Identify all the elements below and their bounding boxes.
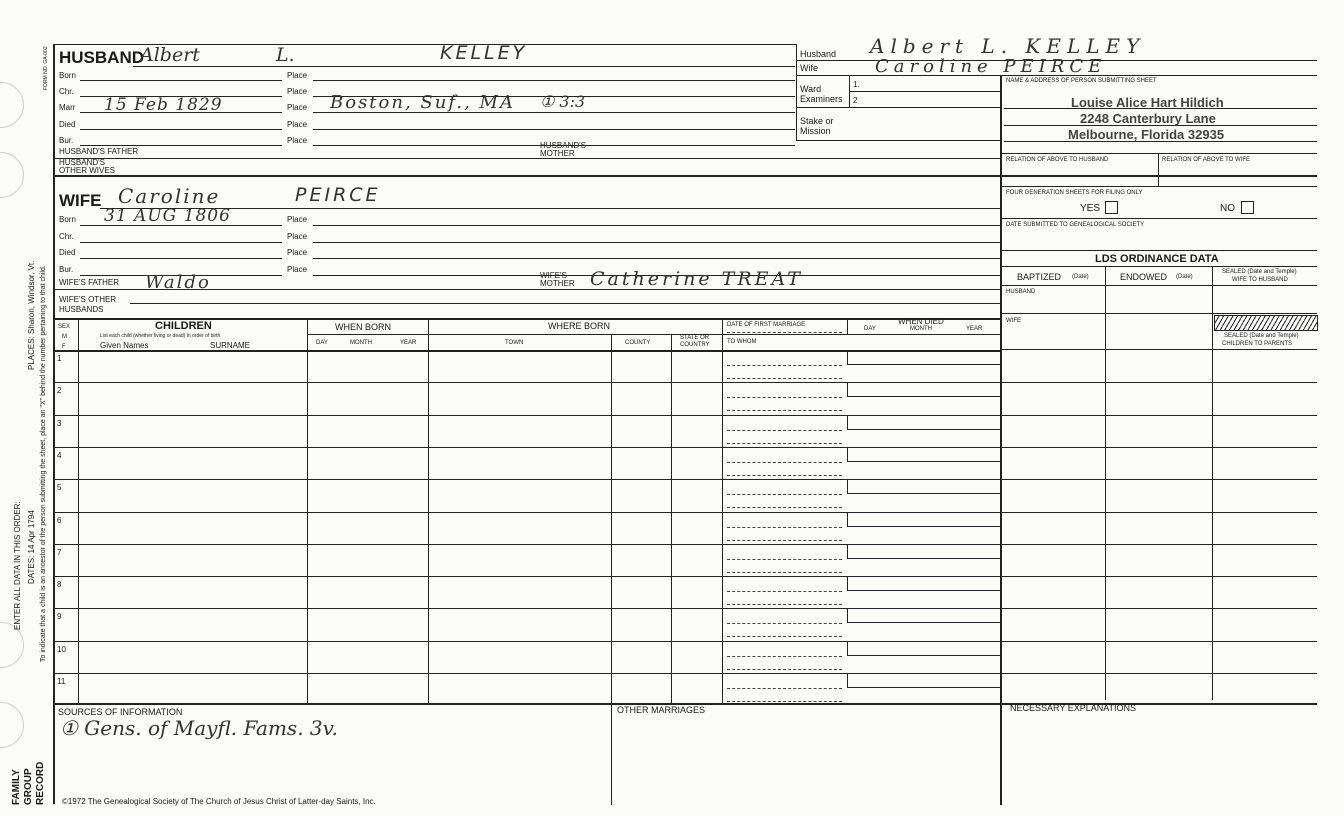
lds-sealed-wife-2: WIFE TO HUSBAND [1232, 277, 1288, 283]
wife-born-date[interactable]: 31 AUG 1806 [104, 206, 231, 226]
husband-marr-date[interactable]: 15 Feb 1829 [104, 95, 223, 115]
children-instructions: List each child (whether living or dead) in order of birth [100, 333, 221, 339]
record-title-2: GROUP [23, 768, 34, 805]
line [53, 289, 1000, 290]
given-names-label: Given Names [100, 341, 149, 350]
date-submitted-label: DATE SUBMITTED TO GENEALOGICAL SOCIETY [1006, 222, 1145, 228]
record-title-3: RECORD [35, 761, 46, 805]
hatched-cell [1214, 315, 1318, 331]
relation-husband-label: RELATION OF ABOVE TO HUSBAND [1006, 157, 1109, 163]
husband-surname[interactable]: KELLEY [440, 42, 528, 64]
husband-died-place-label: Place [287, 120, 308, 129]
marriage-dash [727, 559, 842, 560]
child-row-line [53, 479, 1317, 480]
husband-marr-place-label: Place [287, 103, 308, 112]
when-died-label: WHEN DIED [898, 317, 944, 326]
child-row-line [53, 415, 1317, 416]
sources-label: SOURCES OF INFORMATION [58, 707, 183, 717]
record-title-1: FAMILY [11, 769, 22, 805]
mission-label: Mission [800, 126, 831, 136]
wife-born-place-label: Place [287, 215, 308, 224]
wife-died-label: Died [59, 248, 76, 257]
to-whom-label: TO WHOM [727, 339, 757, 345]
lds-sealed-children-1: SEALED (Date and Temple) [1224, 333, 1299, 339]
dash-line [727, 332, 842, 333]
line [80, 145, 282, 146]
marriage-dash [727, 494, 842, 495]
line [847, 318, 848, 334]
marriage-dash [727, 688, 842, 689]
line [428, 318, 429, 703]
died-bracket [847, 512, 1001, 527]
died-day: DAY [864, 326, 876, 332]
four-gen-label: FOUR GENERATION SHEETS FOR FILING ONLY [1006, 190, 1143, 196]
died-bracket [847, 479, 1001, 494]
line [611, 334, 612, 703]
child-row-line [53, 608, 1317, 609]
wife-father-value[interactable]: Waldo [145, 272, 211, 293]
summary-husband-label: Husband [800, 49, 837, 59]
husband-mother-label-2: MOTHER [540, 149, 575, 158]
child-row-line [53, 382, 1317, 383]
sex-f: F [62, 344, 66, 350]
margin-dates: DATES: 14 Apr 1794 [27, 510, 36, 584]
lds-sealed-wife-1: SEALED (Date and Temple) [1222, 269, 1297, 275]
lds-wife-row: WIFE [1006, 318, 1021, 324]
line [849, 91, 1000, 92]
line [313, 258, 1000, 259]
husband-middle[interactable]: L. [276, 44, 295, 66]
child-row-line [53, 544, 1317, 545]
punch-hole [0, 152, 24, 198]
husband-marr-label: Marr [59, 103, 76, 112]
child-row-number: 4 [57, 451, 62, 460]
child-row-number: 11 [57, 677, 66, 686]
margin-places: PLACES: Sharon, Windsor, Vt. [27, 260, 36, 370]
to-whom-dash [727, 378, 842, 379]
sources-value[interactable]: ① Gens. of Mayfl. Fams. 3v. [60, 716, 338, 740]
line [307, 318, 308, 703]
when-born-label: WHEN BORN [335, 322, 391, 332]
right-panel-border [1000, 75, 1002, 805]
child-row-number: 7 [57, 548, 62, 557]
husband-other-wives-2: OTHER WIVES [59, 166, 116, 175]
line [671, 334, 672, 703]
child-row-number: 3 [57, 419, 62, 428]
husband-name-line [133, 66, 795, 67]
yes-label: YES [1080, 203, 1101, 214]
line [1000, 349, 1317, 350]
examiner-1: 1. [853, 80, 860, 89]
line [80, 80, 282, 81]
line [796, 107, 1000, 108]
died-month: MONTH [910, 326, 932, 332]
line [796, 140, 1000, 141]
line [80, 258, 282, 259]
summary-wife-label: Wife [800, 63, 818, 73]
marriage-dash [727, 430, 842, 431]
line [78, 318, 79, 703]
line [313, 242, 1000, 243]
marriage-dash [727, 462, 842, 463]
marriage-dash [727, 591, 842, 592]
died-bracket [847, 673, 1001, 688]
wife-other-husbands-1: WIFE'S OTHER [59, 295, 117, 304]
to-whom-dash [727, 540, 842, 541]
punch-hole [0, 82, 24, 128]
sex-label: SEX [58, 324, 71, 330]
wife-heading: WIFE [59, 191, 102, 210]
husband-marr-source[interactable]: ① 3:3 [540, 92, 586, 111]
husband-bur-label: Bur. [59, 136, 74, 145]
child-row-line [53, 673, 1317, 674]
submitter-name[interactable]: Louise Alice Hart Hildich [1071, 95, 1224, 110]
line [1000, 266, 1317, 267]
line [80, 242, 282, 243]
wife-bur-place-label: Place [287, 265, 308, 274]
husband-heading: HUSBAND [59, 48, 144, 67]
child-row-number: 2 [57, 386, 62, 395]
necessary-explanations-label: NECESSARY EXPLANATIONS [1010, 703, 1137, 713]
husband-chr-label: Chr. [59, 87, 74, 96]
form-number: FORM NO. GA-002 [43, 46, 49, 90]
born-day: DAY [316, 340, 328, 346]
child-row-line [53, 447, 1317, 448]
husband-born-place-label: Place [287, 71, 308, 80]
lds-baptized-date: (Date) [1072, 274, 1089, 280]
to-whom-dash [727, 443, 842, 444]
line [611, 703, 612, 805]
submitter-label: NAME & ADDRESS OF PERSON SUBMITTING SHEET [1006, 78, 1157, 84]
examiners-label: Examiners [800, 94, 843, 104]
husband-father-label: HUSBAND'S FATHER [59, 147, 139, 156]
child-row-number: 8 [57, 580, 62, 589]
wife-bur-label: Bur. [59, 265, 74, 274]
line [313, 225, 1000, 226]
margin-enter-data: ENTER ALL DATA IN THIS ORDER: [13, 501, 22, 630]
submitter-street[interactable]: 2248 Canterbury Lane [1080, 111, 1216, 126]
wife-father-label: WIFE'S FATHER [59, 278, 120, 287]
marriage-dash [727, 365, 842, 366]
town-label: TOWN [505, 340, 524, 346]
lds-sealed-children-2: CHILDREN TO PARENTS [1222, 341, 1293, 347]
surname-label: SURNAME [210, 341, 251, 350]
died-bracket [847, 576, 1001, 591]
section-divider [53, 175, 1317, 177]
husband-born-label: Born [59, 71, 76, 80]
marriage-dash [727, 656, 842, 657]
to-whom-dash [727, 604, 842, 605]
no-label: NO [1220, 203, 1235, 214]
wife-given[interactable]: Caroline [118, 184, 221, 208]
state-label-1: STATE OR [680, 335, 710, 341]
examiner-2: 2 [853, 96, 858, 105]
wife-mother-label-1: WIFE'S [540, 271, 567, 280]
child-row-line [53, 576, 1317, 577]
other-marriages-label: OTHER MARRIAGES [617, 705, 706, 715]
born-month: MONTH [350, 340, 372, 346]
died-bracket [847, 608, 1001, 623]
line [1000, 250, 1317, 251]
ward-label: Ward [800, 84, 822, 94]
to-whom-dash [727, 669, 842, 670]
wife-mother-label-2: MOTHER [540, 279, 575, 288]
wife-chr-label: Chr. [59, 232, 74, 241]
lds-title: LDS ORDINANCE DATA [1095, 253, 1219, 265]
yes-checkbox[interactable] [1105, 201, 1118, 214]
child-row-number: 6 [57, 516, 62, 525]
husband-chr-place-label: Place [287, 87, 308, 96]
submitter-city[interactable]: Melbourne, Florida 32935 [1068, 127, 1225, 142]
lds-endowed-date: (Date) [1176, 274, 1193, 280]
to-whom-dash [727, 410, 842, 411]
husband-bur-place-label: Place [287, 136, 308, 145]
child-row-number: 5 [57, 483, 62, 492]
to-whom-dash [727, 507, 842, 508]
to-whom-dash [727, 475, 842, 476]
no-checkbox[interactable] [1241, 201, 1254, 214]
relation-wife-label: RELATION OF ABOVE TO WIFE [1162, 157, 1251, 163]
line [722, 318, 723, 703]
line [130, 303, 1000, 304]
where-born-label: WHERE BORN [548, 321, 611, 331]
line [313, 80, 795, 81]
husband-marr-place[interactable]: Boston, Suf., MA [330, 92, 515, 113]
line [1004, 141, 1317, 142]
child-row-number: 9 [57, 612, 62, 621]
line [1000, 186, 1317, 187]
lds-husband-row: HUSBAND [1006, 289, 1036, 295]
sex-m: M [62, 334, 67, 340]
husband-mother-label-1: HUSBAND'S [540, 141, 586, 150]
punch-hole [0, 702, 24, 748]
wife-name-line [100, 208, 1000, 209]
state-label-2: COUNTRY [680, 342, 710, 348]
child-row-number: 1 [57, 354, 62, 363]
husband-given[interactable]: Albert [140, 44, 200, 66]
line [307, 334, 1000, 335]
wife-chr-place-label: Place [287, 232, 308, 241]
line [1105, 266, 1106, 700]
child-row-line [53, 512, 1317, 513]
margin-instruction: To indicate that a child is an ancestor of the person submitting the sheet, place an "X" behind the number pertaining to that child. [40, 265, 47, 662]
marriage-dash [727, 623, 842, 624]
died-bracket [847, 641, 1001, 656]
summary-husband-value[interactable]: Albert L. KELLEY [870, 34, 1146, 58]
line [1000, 218, 1317, 219]
wife-mother-value[interactable]: Catherine TREAT [590, 268, 803, 290]
line [313, 129, 795, 130]
child-row-line [53, 641, 1317, 642]
summary-wife-value[interactable]: Caroline PEIRCE [875, 56, 1107, 77]
to-whom-dash [727, 572, 842, 573]
wife-died-place-label: Place [287, 248, 308, 257]
to-whom-dash [727, 636, 842, 637]
wife-born-label: Born [59, 215, 76, 224]
first-marriage-label: DATE OF FIRST MARRIAGE [727, 322, 806, 328]
died-year: YEAR [966, 326, 983, 332]
marriage-dash [727, 397, 842, 398]
died-bracket [847, 447, 1001, 462]
to-whom-dash [727, 701, 842, 702]
line [53, 158, 1000, 159]
died-bracket [847, 382, 1001, 397]
wife-surname[interactable]: PEIRCE [295, 184, 381, 206]
line [1212, 266, 1213, 700]
husband-died-label: Died [59, 120, 76, 129]
stake-label: Stake or [800, 116, 834, 126]
line [1000, 285, 1317, 286]
child-row-number: 10 [57, 645, 66, 654]
line [80, 129, 282, 130]
marriage-dash [727, 527, 842, 528]
lds-endowed: ENDOWED [1120, 272, 1167, 282]
wife-other-husbands-2: HUSBANDS [59, 305, 104, 314]
husband-other-wives-1: HUSBAND'S [59, 158, 105, 167]
line [1158, 153, 1159, 186]
line [1000, 313, 1317, 314]
died-bracket [847, 415, 1001, 430]
born-year: YEAR [400, 340, 417, 346]
summary-box-left [796, 44, 797, 140]
died-bracket [847, 544, 1001, 559]
copyright: ©1972 The Genealogical Society of The Church of Jesus Christ of Latter-day Saints, Inc. [62, 797, 376, 806]
died-bracket [847, 350, 1001, 365]
county-label: COUNTY [625, 340, 651, 346]
line [1004, 125, 1317, 126]
line [1004, 108, 1317, 109]
lds-baptized: BAPTIZED [1017, 272, 1062, 282]
children-title: CHILDREN [155, 320, 212, 332]
